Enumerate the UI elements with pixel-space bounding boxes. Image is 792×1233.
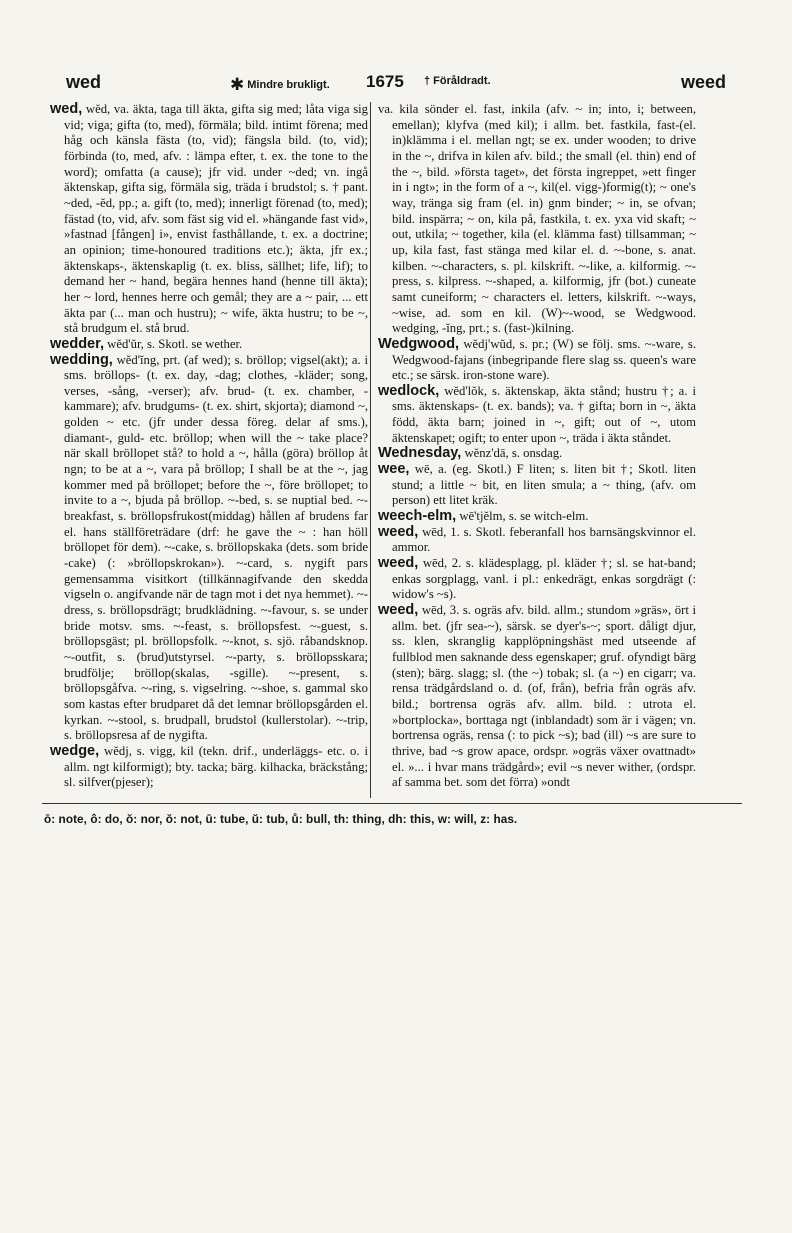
left-column [50,102,368,908]
page-header [66,72,726,100]
dictionary-entry [378,509,696,525]
entry-headword: weed, [378,602,419,618]
dictionary-entry [378,525,696,556]
entry-text: wēd, 3. s. ogräs afv. bild. allm.; stundom »gräs», ört i allm. bet. (jfr sea-~), särsk. se dyer's-~; sport. dåligt djur, ss. klen, skranglig kapplöpningshäst med utseende af fullblod men saknande dess egenskaper; gruf. ofyndigt bärg (sten); bärg. slagg; sl. (the ~) tobak; sl. (a ~) en cigarr; va. rensa trädgårdsland o. d. (of, från), befria från ogräs afv. bild.; bortrensa ogräs afv. allm. bild. : utrota el. »bortplocka», borttaga ngt (inblandadt) som är i vägen; vn. bortrensa ogräs, rensa (: to pick ~s); bad (ill) ~s are sure to thrive, bad ~s grow apace, ordspr. »ogräs växer ovattnadt» el. »... i hvar mans trädgård»; evil ~s never wither, (ordspr. af samma bet. som det förra) »ondt [392,603,696,790]
entry-text: wĕdj'wŭd, s. pr.; (W) se följ. sms. ~-ware, s. Wedgwood-fajans (inbegripande flere slag ss. queen's ware etc.; se särsk. iron-stone ware). [392,336,696,383]
right-column [378,102,696,790]
dictionary-entry [50,744,368,791]
dictionary-entry [378,556,696,603]
entry-text: wēd, 2. s. klädesplagg, pl. kläder †; sl. se hat-band; enkas sorgplagg, vanl. i pl.: enkedrägt, enkas sorgdrägt (: widow's ~s). [392,556,696,602]
entry-headword: wedge, [50,742,100,759]
dictionary-entry [378,446,696,462]
entry-text: wĕdj, s. vigg, kil (tekn. drif., underläggs- etc. o. i allm. ngt kilformigt); bty. tacka; bärg. kilhacka, bräckstång; sl. silfver(pjeser); [64,743,368,790]
column-divider [370,102,371,798]
entry-headword: Wedgwood, [378,335,460,352]
entry-headword: wedlock, [378,382,440,399]
rare-usage-legend [230,75,330,95]
right-guide-word: weed [680,72,726,92]
entry-text: wĕd, va. äkta, taga till äkta, gifta sig med; låta viga sig vid; viga; gifta (to, med), förmäla; bild. intimt förena; med håg och känsla fästa (to, vid); fängsla bild. (to, vid); förbinda (to, med, afv. : lämpa efter, t. ex. the tone to the word); omfatta (a cause); jfr vid. under ~ded; vn. ingå äktenskap, gifta sig, förmäla sig, träda i brudstol; s. † pant. ~ded, -ĕd, pp.; a. gift (to, med); innerligt förenad (to, med); fästad (to, vid, afv. som fäst sig vid el. »hängande fast vid», »fastnad [fången] i», envist fasthållande, t. ex. a doctrine; an opinion; time-honoured traditions etc.); äkta, jfr ex.; äktenskaps-, äktenskaplig (t. ex. bliss, sällhet; life, lif); to demand her ~ hand, begära hennes hand (henne till äkta); her ~ lord, hennes herre och gemål; they are a ~ pair, ... ett äkta par (... man och hustru); ~ wife, äkta hustru; to be ~, stå brudgum el. stå brud. [64,102,368,336]
dictionary-entry [50,353,368,744]
dictionary-entry [378,384,696,447]
entry-headword: wed, [50,101,83,117]
pronunciation-key: ō: note, ô: do, ŏ: nor, ŏ: not, ū: tube, ŭ: tub, ů: bull, th: thing, dh: this, w: will, z: has. [44,812,518,826]
left-guide-word: wed [66,72,102,92]
entry-headword: weech-elm, [378,508,457,525]
entry-headword: Wednesday, [378,445,462,462]
entry-text: wĕd'lŏk, s. äktenskap, äkta stånd; hustru †; a. i sms. äktenskaps- (t. ex. bands); va. † gifta; born in ~, äkta född, äkta barn; joined in ~, gift; out of ~, utom äktenskapet; ogift; to enter upon ~, träda i äkta ståndet. [392,383,696,445]
entry-text: wēd, 1. s. Skotl. feberanfall hos barnsängskvinnor el. ammor. [392,524,696,555]
dictionary-entry [378,102,696,337]
entry-headword: weed, [378,555,419,572]
entry-text: wĕd'ĭng, prt. (af wed); s. bröllop; vigsel(akt); a. i sms. bröllops- (t. ex. day, -dag; clothes, -kläder; song, verses, -sång, -verser); afv. brud- (t. ex. chamber, -kammare); afv. brudgums- (t. ex. shirt, skjorta); diamond ~, golden ~ etc. (jfr under dessa föreg. delar af sms.), diamant-, guld- etc. bröllop; when will the ~ take place? när skall bröllopet stå? to hold a ~, hålla (göra) bröllop åt ngn; to be at a ~, vara på bröllop; I shall be at the ~, jag kommer med på bröllopet; before the ~, före bröllopet; to invite to a ~, bjuda på bröllop. ~-bed, s. se nuptial bed. ~-breakfast, s. bröllopsfrukost(middag) hållen af brudens far el. hans ställföreträdare (drf: he gave the ~ : han höll bröllopet för dem). ~-cake, s. bröllopskaka (dets. som bride -cake) (: »bröllopskrokan»). ~-card, s. nygift pars gemensamma visitkort (tillkännagifvande den skedda vigseln o. angifvande när de tagn mot i det nya hemmet). ~-dress, s. bröllopsdrägt; brudklädning. ~-favour, s. se under bride motsv. sms. ~-feast, s. bröllopsfest. ~-guest, s. bröllopsgäst; pl. bröllopsfolk. ~-knot, s. sjö. råbandsknop. ~-outfit, s. (brud)utstyrsel. ~-party, s. bröllopsskara; brudfölje; bröllop(skalas, -sgille). ~-present, s. bröllopsgåfva. ~-ring, s. vigselring. ~-shoe, s. gammal sko som kastas efter brudparet då det lemnar bröllopsgården el. kyrkan. ~-stool, s. brudpall, brudstol (kullerstolar). ~-trip, s. bröllopsresa af de nygifta. [64,352,368,743]
entry-headword: weed, [378,523,419,540]
asterisk-icon: ✱ [230,75,245,94]
rare-usage-label: Mindre brukligt. [247,79,330,91]
entry-text: wĕnz'dā, s. onsdag. [461,446,563,461]
entry-text: wē'tjĕlm, s. se witch-elm. [456,509,589,524]
entry-text: wĕd'ŭr, s. Skotl. se wether. [104,336,243,351]
dictionary-entry [378,462,696,509]
page-number: 1675 [366,72,404,91]
dictionary-entry [378,603,696,791]
dictionary-entry [50,102,368,337]
entry-headword: wee, [378,461,410,478]
entry-headword: wedder, [50,335,104,352]
footer-divider [42,803,742,804]
dictionary-entry [50,337,368,353]
dictionary-entry [378,337,696,384]
entry-text: va. kila sönder el. fast, inkila (afv. ~ in; into, i; between, emellan); klyfva (med kil); i allm. bet. fastkila, fast-(el. in)klämma i el. mellan ngt; se ex. under wooden; to drive in the ~, drifva in kilen afv. bild.; the small (el. thin) end of the ~, bild. »första taget», det första ingreppet, »ett finger in i ngt»; in the form of a ~, kil(el. vigg-)formig(t); ~ one's way, tränga sig fram (el. in) gnm binder; ~ in, se ofvan; bild. inspärra; ~ on, kila på, fastkila, t. ex. yxa vid skaft; ~ out, utkila; ~ together, kila (el. klämma fast) tillsamman; ~ up, kila fast, fast stänga med kilar el. d. ~-bone, s. anat. kilben. ~-characters, s. pl. kilskrift. ~-like, a. kilformig. ~-press, s. kilpress. ~-shaped, a. kilformig, jfr (bot.) cuneate samt cuneiform; ~ characters el. letters, kilskrift. ~-ways, ~wise, ad. som en kil. (W)~-wood, se Wedgwood. wedging, -ĭng, prt.; s. (fast-)kilning. [378,102,696,336]
entry-text: wē, a. (eg. Skotl.) F liten; s. liten bit †; Skotl. liten stund; a little ~ bit, en liten smula; a ~ thing, (afv. om person) ett litet kräk. [392,462,696,508]
obsolete-legend: † Föråldradt. [424,75,491,87]
entry-headword: wedding, [50,351,113,368]
